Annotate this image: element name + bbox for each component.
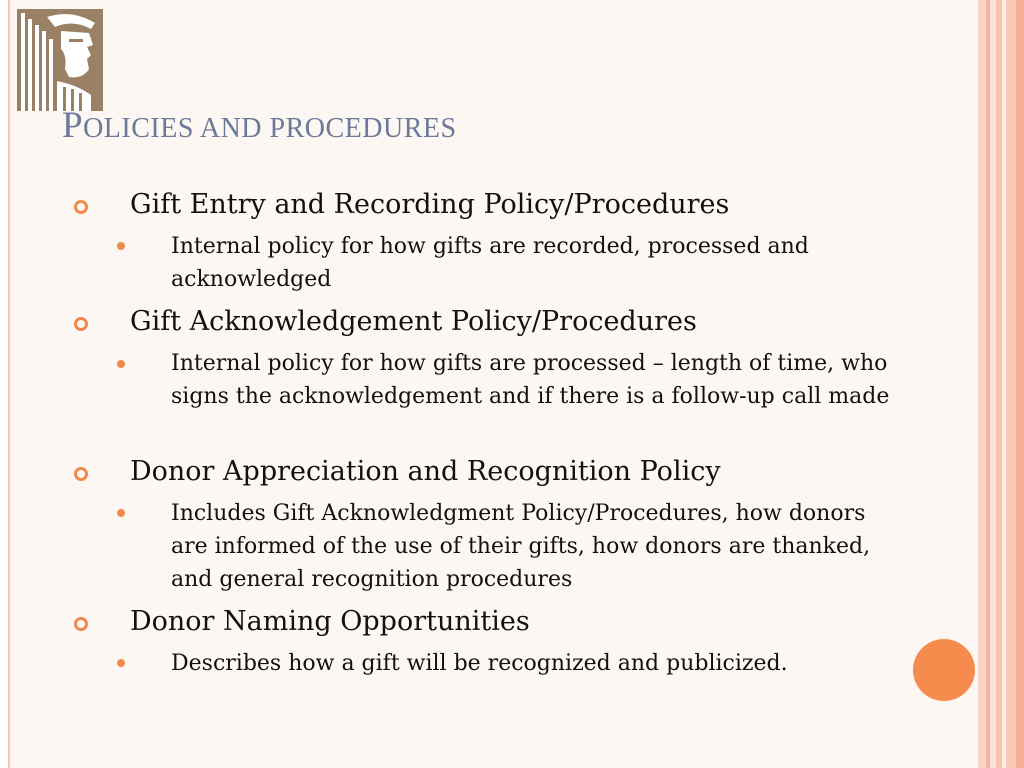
list-item: Gift Acknowledgement Policy/Procedures xyxy=(130,306,697,337)
slide-title: POLICIES AND PROCEDURES xyxy=(62,105,457,146)
dot-bullet-icon xyxy=(117,242,125,250)
list-item: Donor Appreciation and Recognition Policy xyxy=(130,456,721,487)
ring-bullet-icon xyxy=(74,200,88,214)
dot-bullet-icon xyxy=(117,509,125,517)
sub-list-item: Internal policy for how gifts are processed – length of time, who signs the acknowledgement and if there is a follow-up call made xyxy=(171,351,890,409)
dot-bullet-icon xyxy=(117,659,125,667)
list-item: Gift Entry and Recording Policy/Procedures xyxy=(130,189,730,220)
sub-list-item: Describes how a gift will be recognized and publicized. xyxy=(171,651,788,676)
ring-bullet-icon xyxy=(74,467,88,481)
list-item: Donor Naming Opportunities xyxy=(130,606,530,637)
sub-list-item: Includes Gift Acknowledgment Policy/Procedures, how donors are informed of the use of their gifts, how donors are thanked, and general recognition procedures xyxy=(171,501,871,592)
decorative-circle xyxy=(913,639,975,701)
sub-list-item: Internal policy for how gifts are recorded, processed and acknowledged xyxy=(171,234,809,292)
dot-bullet-icon xyxy=(117,360,125,368)
ring-bullet-icon xyxy=(74,617,88,631)
ring-bullet-icon xyxy=(74,317,88,331)
